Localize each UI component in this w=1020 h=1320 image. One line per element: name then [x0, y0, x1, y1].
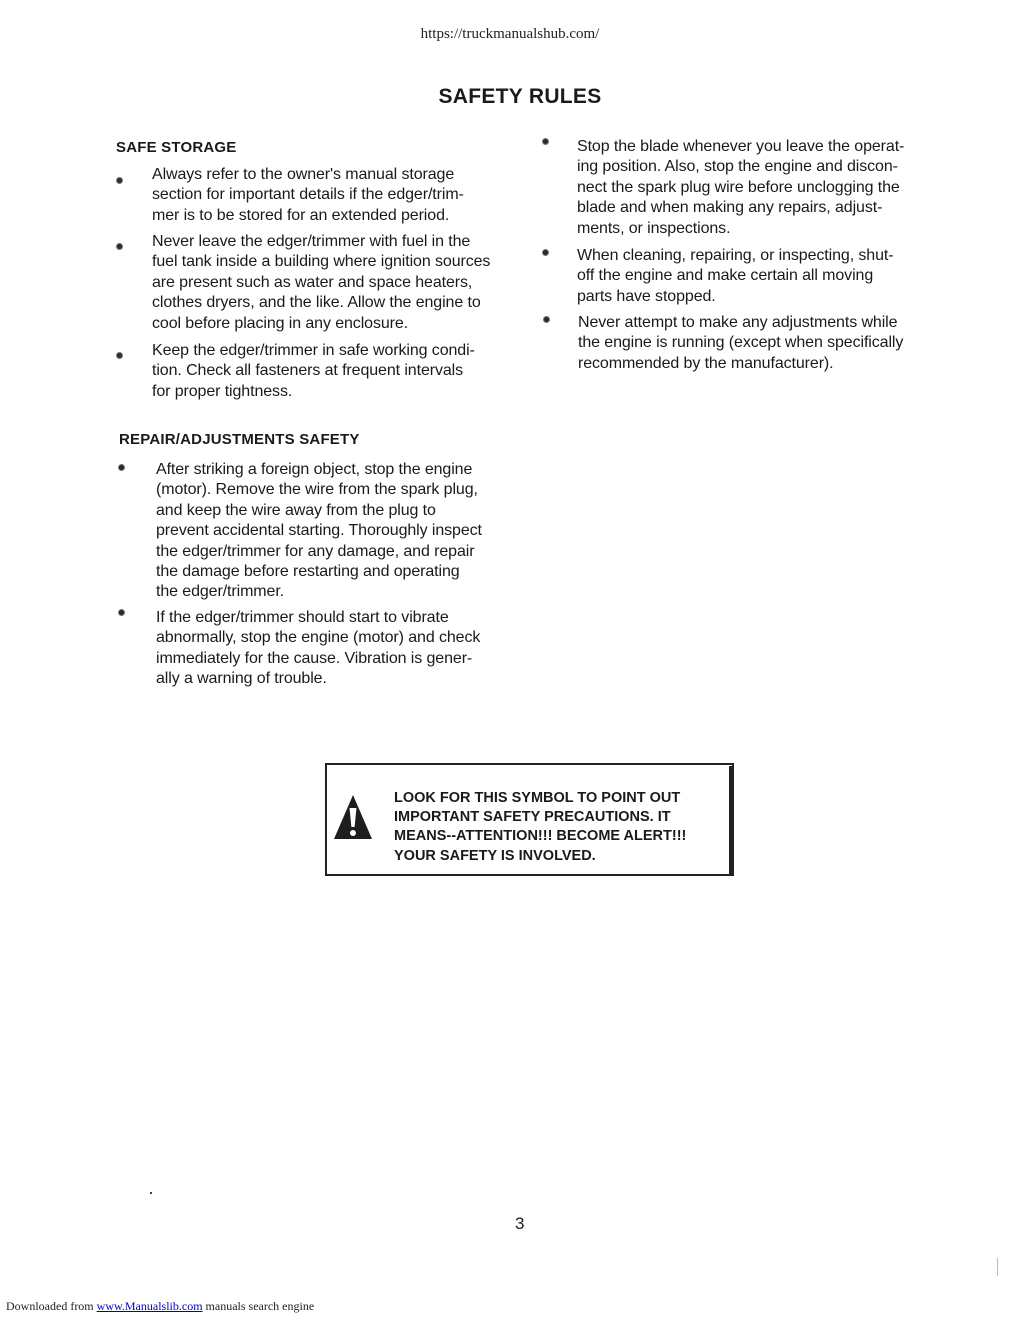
text-line: nect the spark plug wire before unclogging the [577, 178, 900, 196]
notice-line: IMPORTANT SAFETY PRECAUTIONS. IT [394, 809, 671, 826]
notice-box-shadow [729, 766, 734, 876]
text-line: the edger/trimmer for any damage, and repair [156, 542, 475, 560]
text-line: for proper tightness. [152, 382, 293, 400]
text-line: off the engine and make certain all moving [577, 267, 874, 285]
footer [6, 1299, 314, 1314]
text-line: immediately for the cause. Vibration is gener- [156, 649, 473, 667]
text-line: ing position. Also, stop the engine and discon- [577, 158, 898, 176]
notice-line: MEANS--ATTENTION!!! BECOME ALERT!!! [394, 828, 687, 845]
bullet-icon [118, 609, 125, 616]
text-line: clothes dryers, and the like. Allow the engine to [152, 294, 481, 312]
bullet-icon [116, 352, 123, 359]
text-line: the damage before restarting and operating [156, 563, 460, 581]
text-line: Never attempt to make any adjustments while [578, 314, 898, 331]
notice-line: YOUR SAFETY IS INVOLVED. [394, 847, 596, 864]
text-line: the edger/trimmer. [156, 583, 285, 601]
text-line: If the edger/trimmer should start to vibrate [156, 609, 449, 626]
scan-edge-mark [997, 1258, 998, 1276]
text-line: ally a warning of trouble. [156, 670, 327, 688]
bullet-icon [542, 138, 549, 145]
page-title: SAFETY RULES [438, 85, 602, 108]
text-line: Keep the edger/trimmer in safe working condi- [152, 342, 475, 359]
text-line: section for important details if the edger/trim- [152, 186, 464, 204]
text-line: ments, or inspections. [577, 219, 731, 237]
text-line: After striking a foreign object, stop the engine [156, 461, 473, 478]
bullet-icon [118, 464, 125, 471]
scan-speck [150, 1192, 152, 1194]
notice-line: LOOK FOR THIS SYMBOL TO POINT OUT [394, 790, 681, 806]
text-line: mer is to be stored for an extended period. [152, 206, 450, 224]
text-line: cool before placing in any enclosure. [152, 314, 409, 332]
text-line: and keep the wire away from the plug to [156, 501, 436, 519]
footer-prefix: Downloaded from [6, 1299, 94, 1313]
text-line: fuel tank inside a building where ignition sources [152, 253, 491, 271]
bullet-icon [116, 177, 123, 184]
text-line: tion. Check all fasteners at frequent intervals [152, 362, 464, 380]
section-heading-safe-storage: SAFE STORAGE [116, 139, 237, 156]
text-line: blade and when making any repairs, adjust- [577, 199, 883, 217]
section-heading-repair-adjustments-safety: REPAIR/ADJUSTMENTS SAFETY [119, 431, 360, 448]
text-line: the engine is running (except when specifically [578, 334, 904, 352]
bullet-icon [543, 316, 550, 323]
text-line: (motor). Remove the wire from the spark plug, [156, 481, 478, 499]
text-line: parts have stopped. [577, 287, 716, 305]
notice-text [394, 789, 724, 866]
bullet-icon [542, 249, 549, 256]
header-url: https://truckmanualshub.com/ [420, 26, 600, 42]
text-line: Never leave the edger/trimmer with fuel in the [152, 233, 471, 250]
page-number: 3 [515, 1214, 525, 1233]
footer-link[interactable]: www.Manualslib.com [96, 1299, 203, 1313]
text-line: abnormally, stop the engine (motor) and check [156, 629, 481, 647]
warning-triangle-icon [333, 794, 373, 840]
text-line: prevent accidental starting. Thoroughly inspect [156, 522, 482, 540]
text-line: Stop the blade whenever you leave the operat- [577, 138, 905, 155]
text-line: Always refer to the owner's manual storage [152, 166, 455, 183]
bullet-icon [116, 243, 123, 250]
text-line: When cleaning, repairing, or inspecting, shut- [577, 247, 894, 264]
footer-suffix: manuals search engine [205, 1299, 315, 1313]
text-line: are present such as water and space heaters, [152, 273, 473, 291]
text-line: recommended by the manufacturer). [578, 354, 834, 372]
